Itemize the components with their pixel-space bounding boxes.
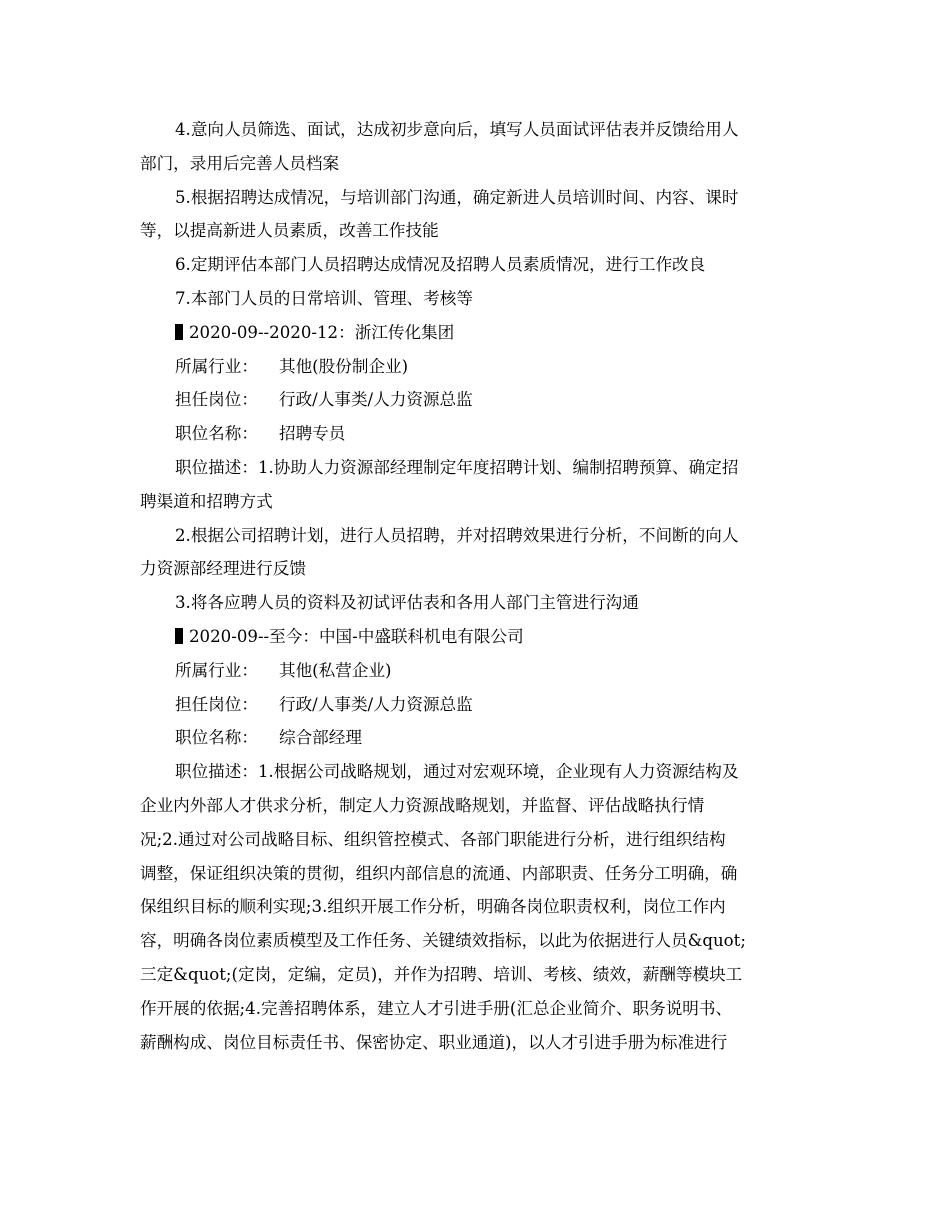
title-label: 职位名称： [175, 424, 258, 444]
description-line: 2.根据公司招聘计划，进行人员招聘，并对招聘效果进行分析，不间断的向人 [175, 525, 739, 545]
post-value: 行政/人事类/人力资源总监 [279, 694, 473, 714]
paragraph-line: 5.根据招聘达成情况，与培训部门沟通，确定新进人员培训时间、内容、课时 [175, 187, 739, 207]
paragraph-line: 7.本部门人员的日常培训、管理、考核等 [175, 288, 473, 308]
description-line: 容，明确各岗位素质模型及工作任务、关键绩效指标，以此为依据进行人员&quot; [140, 931, 746, 951]
description-line: 调整，保证组织决策的贯彻，组织内部信息的流通、内部职责、任务分工明确，确 [140, 863, 738, 883]
description-line: 作开展的依据;4.完善招聘体系，建立人才引进手册(汇总企业简介、职务说明书、 [140, 998, 733, 1018]
description-line: 薪酬构成、岗位目标责任书、保密协定、职业通道)，以人才引进手册为标准进行 [140, 1032, 728, 1052]
description-line: 保组织目标的顺利实现;3.组织开展工作分析，明确各岗位职责权利，岗位工作内 [140, 897, 726, 917]
description-line: 3.将各应聘人员的资料及初试评估表和各用人部门主管进行沟通 [175, 593, 639, 613]
post-value: 行政/人事类/人力资源总监 [279, 390, 473, 410]
description-line: 职位描述：1.根据公司战略规划，通过对宏观环境，企业现有人力资源结构及 [175, 762, 739, 782]
industry-value: 其他(私营企业) [279, 660, 392, 680]
description-line: 职位描述：1.协助人力资源部经理制定年度招聘计划、编制招聘预算、确定招 [175, 457, 739, 477]
post-label: 担任岗位： [175, 390, 258, 410]
paragraph-line: 等，以提高新进人员素质，改善工作技能 [140, 221, 439, 241]
post-label: 担任岗位： [175, 694, 258, 714]
bullet-block-icon [175, 324, 183, 340]
description-line: 三定&quot;(定岗，定编，定员)，并作为招聘、培训、考核、绩效，薪酬等模块工 [140, 964, 743, 984]
description-line: 况;2.通过对公司战略目标、组织管控模式、各部门职能进行分析，进行组织结构 [140, 829, 726, 849]
entry-heading-text: 2020-09--2020-12：浙江传化集团 [189, 322, 455, 342]
title-label: 职位名称： [175, 728, 258, 748]
entry-heading-text: 2020-09--至今：中国-中盛联科机电有限公司 [189, 626, 524, 646]
document-page [140, 113, 815, 1059]
paragraph-line: 6.定期评估本部门人员招聘达成情况及招聘人员素质情况，进行工作改良 [175, 255, 706, 275]
title-row [140, 417, 815, 451]
post-row [140, 383, 815, 417]
title-value: 招聘专员 [279, 424, 346, 444]
bullet-block-icon [175, 628, 183, 644]
description-line: 力资源部经理进行反馈 [140, 559, 306, 579]
title-value: 综合部经理 [279, 728, 362, 748]
entry-heading [140, 316, 815, 350]
post-row [140, 688, 815, 722]
title-row [140, 721, 815, 755]
industry-label: 所属行业： [175, 660, 258, 680]
paragraph-line: 4.意向人员筛选、面试，达成初步意向后，填写人员面试评估表并反馈给用人 [175, 120, 739, 139]
industry-value: 其他(股份制企业) [279, 356, 409, 376]
entry-heading [140, 620, 815, 654]
paragraph-line: 部门，录用后完善人员档案 [140, 153, 340, 173]
description-line: 企业内外部人才供求分析，制定人力资源战略规划，并监督、评估战略执行情 [140, 795, 705, 815]
industry-row [140, 350, 815, 384]
description-line: 聘渠道和招聘方式 [140, 491, 273, 511]
industry-row [140, 654, 815, 688]
industry-label: 所属行业： [175, 356, 258, 376]
